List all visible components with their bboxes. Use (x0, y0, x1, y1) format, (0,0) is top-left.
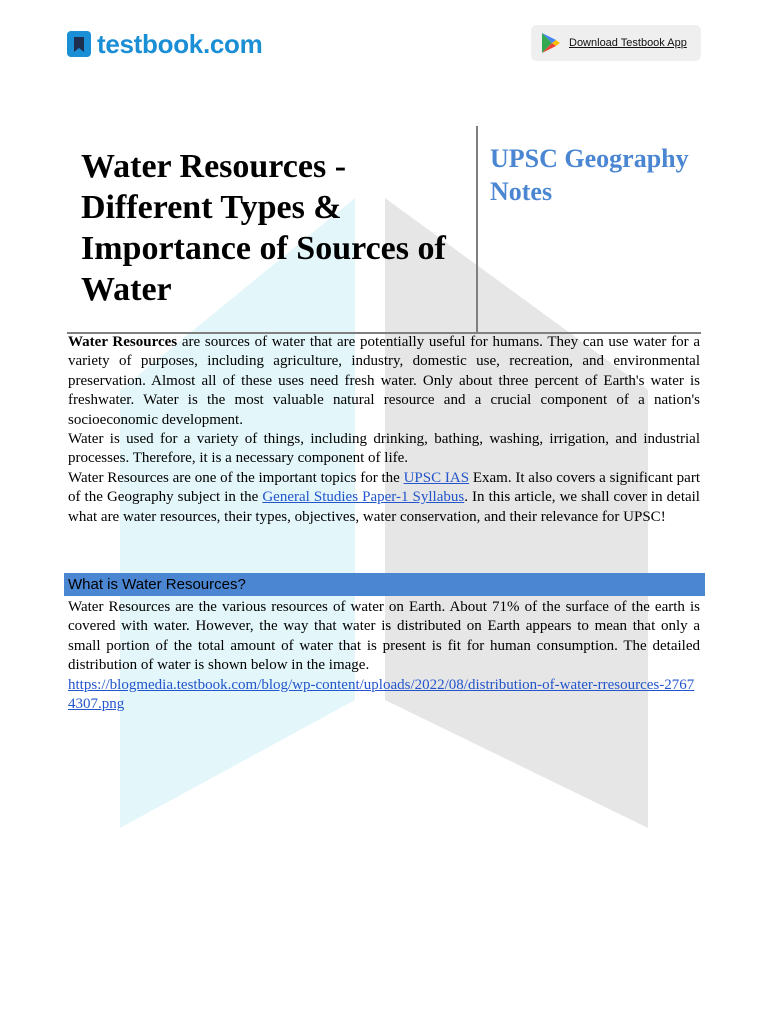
title-block (67, 126, 701, 332)
intro-text-3c: . In this article, we shall cover in detail what are water resources, their types, objectives, water conservation, and their relevance for UPSC! (68, 489, 700, 525)
logo-text: testbook.com (97, 28, 263, 59)
intro-paragraph-3 (68, 469, 700, 527)
intro-paragraph-2: Water is used for a variety of things, including drinking, bathing, washing, irrigation, and industrial processes. Therefore, it is a necessary component of life. (68, 431, 700, 467)
water-distribution-image-link[interactable]: https://blogmedia.testbook.com/blog/wp-content/uploads/2022/08/distribution-of-water-rresources-27674307.png (68, 676, 695, 713)
testbook-logo[interactable] (67, 28, 262, 60)
upsc-ias-link[interactable]: UPSC IAS (403, 469, 470, 486)
page-title: Water Resources - Different Types & Importance of Sources of Water (81, 148, 446, 308)
intro-text-3b: Exam. It also covers a significant part of the Geography subject in the (68, 469, 700, 506)
gs-paper-1-syllabus-link[interactable]: General Studies Paper-1 Syllabus (262, 489, 465, 506)
testbook-logo-icon (67, 29, 91, 59)
intro-text-1: are sources of water that are potentially useful for humans. They can use water for a variety of purposes, including agriculture, industry, domestic use, recreation, and environmental preservation. Almost all of these uses need fresh water. Only about three percent of Earth's water is freshwater. Water is the most valuable natural resource and a crucial component of a nation's socioeconomic development. (68, 334, 701, 428)
side-title: UPSC Geography Notes (490, 144, 689, 206)
intro-section (68, 333, 700, 527)
section-heading-what-is-water-resources: What is Water Resources? (64, 573, 705, 596)
section-1-paragraph: Water Resources are the various resources of water on Earth. About 71% of the surface of the earth is covered with water. However, the way that water is distributed on Earth appears to mean that only a small portion of the total amount of water that is present is fit for human consumption. The detailed distribution of water is shown below in the image. (68, 599, 700, 674)
intro-bold-term: Water Resources (68, 334, 178, 350)
download-app-label: Download Testbook App (569, 37, 687, 49)
google-play-icon (541, 32, 561, 54)
section-1-body (68, 598, 700, 714)
section-1-link-para (68, 676, 700, 715)
download-app-button[interactable] (531, 25, 701, 61)
intro-paragraph-1 (68, 333, 700, 430)
title-divider (476, 126, 478, 332)
intro-text-3a: Water Resources are one of the important topics for the (68, 469, 404, 486)
